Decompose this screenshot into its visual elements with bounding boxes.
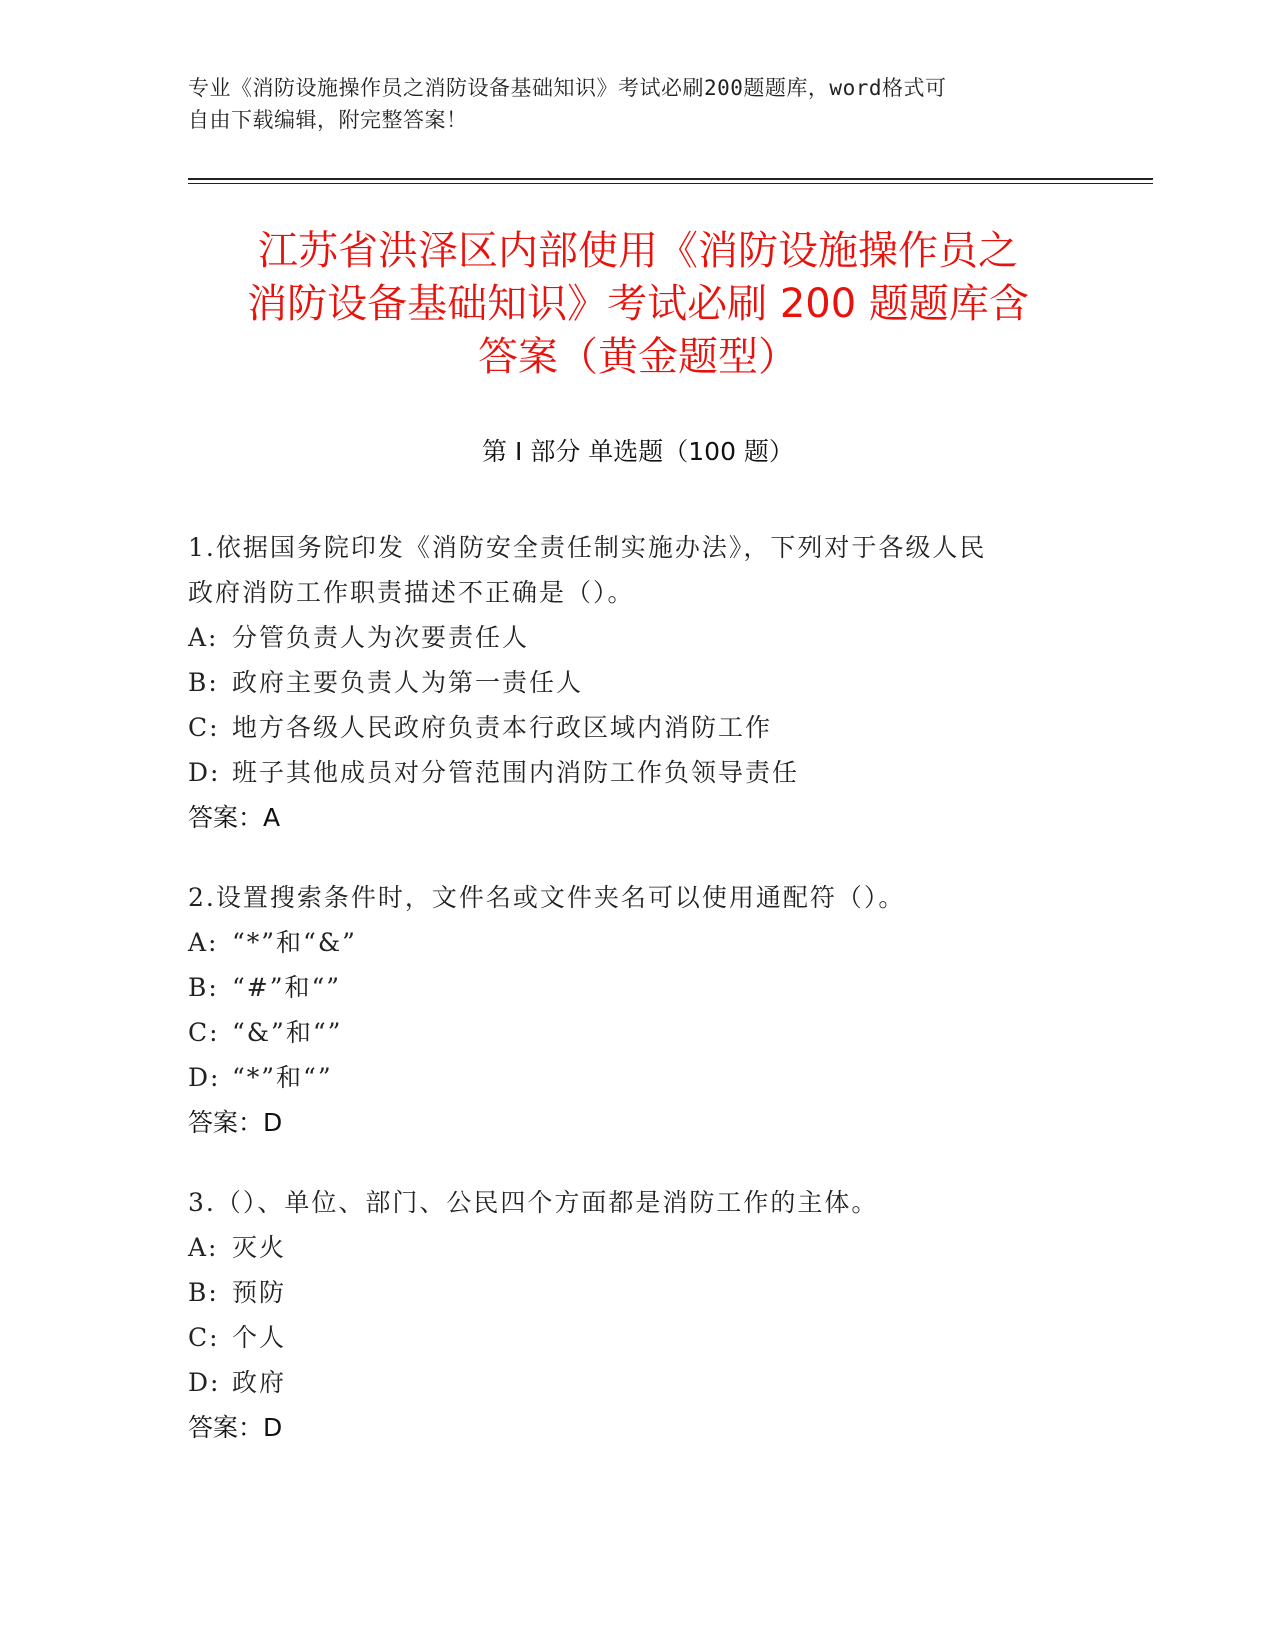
option-text: 政府: [232, 1368, 287, 1397]
question-3: [188, 1180, 1088, 1450]
answer-line: 答案：A: [188, 803, 281, 832]
option-a: [188, 920, 1088, 965]
option-text: 个人: [232, 1323, 287, 1352]
option-label: D:: [188, 1368, 221, 1397]
option-text: 地方各级人民政府负责本行政区域内消防工作: [232, 713, 773, 742]
option-c: [188, 1315, 1088, 1360]
header-note: [188, 72, 1088, 136]
option-label: B:: [188, 668, 219, 697]
document-title-line-3: 答案（黄金题型）: [478, 334, 798, 380]
header-divider-thick: [188, 178, 1153, 180]
option-text: 政府主要负责人为第一责任人: [232, 668, 584, 697]
option-text: “&”和“”: [232, 1018, 343, 1047]
option-label: D:: [188, 758, 221, 787]
option-b: [188, 1270, 1088, 1315]
answer-line: 答案：D: [188, 1413, 283, 1442]
question-stem: 2.设置搜索条件时，文件名或文件夹名可以使用通配符（）。: [188, 883, 906, 912]
option-d: [188, 750, 1088, 795]
option-a: [188, 615, 1088, 660]
option-text: 分管负责人为次要责任人: [232, 623, 530, 652]
option-c: [188, 705, 1088, 750]
option-d: [188, 1360, 1088, 1405]
option-text: “*”和“&”: [232, 928, 357, 957]
option-b: [188, 965, 1088, 1010]
question-stem: 1.依据国务院印发《消防安全责任制实施办法》，下列对于各级人民: [188, 533, 987, 562]
option-label: A:: [188, 928, 219, 957]
option-label: D:: [188, 1063, 221, 1092]
header-note-line-1: 专业《消防设施操作员之消防设备基础知识》考试必刷200题题库，word格式可: [188, 76, 947, 100]
option-label: B:: [188, 973, 219, 1002]
answer-line: 答案：D: [188, 1108, 283, 1137]
option-label: A:: [188, 623, 219, 652]
question-stem-continued: 政府消防工作职责描述不正确是（）。: [188, 578, 635, 607]
option-text: “*”和“”: [232, 1063, 333, 1092]
section-heading: 第 I 部分 单选题（100 题）: [482, 437, 794, 466]
option-text: 班子其他成员对分管范围内消防工作负领导责任: [232, 758, 800, 787]
document-title-line-1: 江苏省洪泽区内部使用《消防设施操作员之: [258, 228, 1018, 274]
option-b: [188, 660, 1088, 705]
option-a: [188, 1225, 1088, 1270]
question-list: [188, 525, 1088, 1485]
document-title-line-2: 消防设备基础知识》考试必刷 200 题题库含: [247, 281, 1029, 327]
option-label: C:: [188, 1018, 220, 1047]
option-label: A:: [188, 1233, 219, 1262]
question-2: [188, 875, 1088, 1145]
option-text: 灭火: [232, 1233, 287, 1262]
option-c: [188, 1010, 1088, 1055]
option-label: B:: [188, 1278, 219, 1307]
option-text: 预防: [232, 1278, 287, 1307]
option-label: C:: [188, 713, 220, 742]
option-text: “#”和“”: [232, 973, 342, 1002]
question-stem: 3.（）、单位、部门、公民四个方面都是消防工作的主体。: [188, 1188, 879, 1217]
document-title: [188, 225, 1088, 384]
header-note-line-2: 自由下载编辑，附完整答案！: [188, 108, 468, 132]
option-label: C:: [188, 1323, 220, 1352]
option-d: [188, 1055, 1088, 1100]
question-1: [188, 525, 1088, 840]
header-divider-thin: [188, 183, 1153, 184]
